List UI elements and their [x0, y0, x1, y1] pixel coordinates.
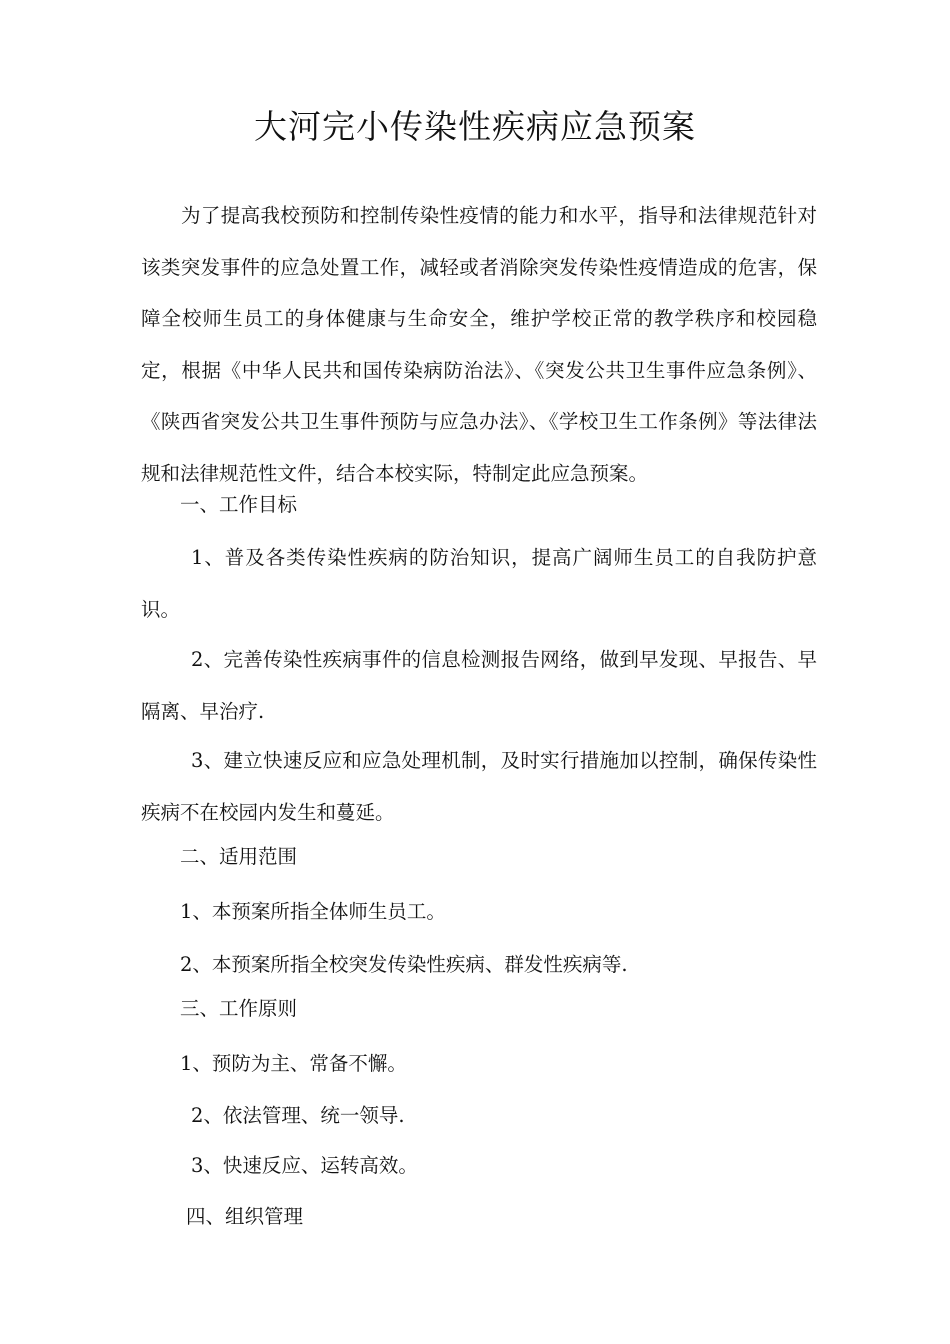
principle-item-1: 1、预防为主、常备不懈。: [180, 1052, 407, 1075]
section-heading-goals: 一、工作目标: [180, 493, 298, 516]
goal-item-3: 3、建立快速反应和应急处理机制，及时实行措施加以控制，确保传染性疾病不在校园内发生和蔓延。: [141, 749, 817, 824]
goal-item-2: 2、完善传染性疾病事件的信息检测报告网络，做到早发现、早报告、早隔离、早治疗.: [141, 648, 817, 723]
goal-item-1: 1、普及各类传染性疾病的防治知识，提高广阔师生员工的自我防护意识。: [141, 546, 817, 621]
intro-paragraph: 为了提高我校预防和控制传染性疫情的能力和水平，指导和法律规范针对该类突发事件的应急处置工作，减轻或者消除突发传染性疫情造成的危害，保障全校师生员工的身体健康与生命安全，维护学校正常的教学秩序和校园稳定，根据《中华人民共和国传染病防治法》、《突发公共卫生事件应急条例》、《陕西省突发公共卫生事件预防与应急办法》、《学校卫生工作条例》等法律法规和法律规范性文件，结合本校实际，特制定此应急预案。: [141, 204, 817, 485]
document-title: 大河完小传染性疾病应急预案: [254, 107, 696, 146]
section-heading-principles: 三、工作原则: [180, 997, 298, 1020]
scope-item-1: 1、本预案所指全体师生员工。: [180, 900, 446, 923]
section-heading-organization: 四、组织管理: [186, 1205, 304, 1228]
principle-item-3: 3、快速反应、运转高效。: [191, 1154, 418, 1177]
principle-item-2: 2、依法管理、统一领导.: [191, 1104, 405, 1127]
section-heading-scope: 二、适用范围: [180, 845, 298, 868]
scope-item-2: 2、本预案所指全校突发传染性疾病、群发性疾病等.: [180, 953, 628, 976]
